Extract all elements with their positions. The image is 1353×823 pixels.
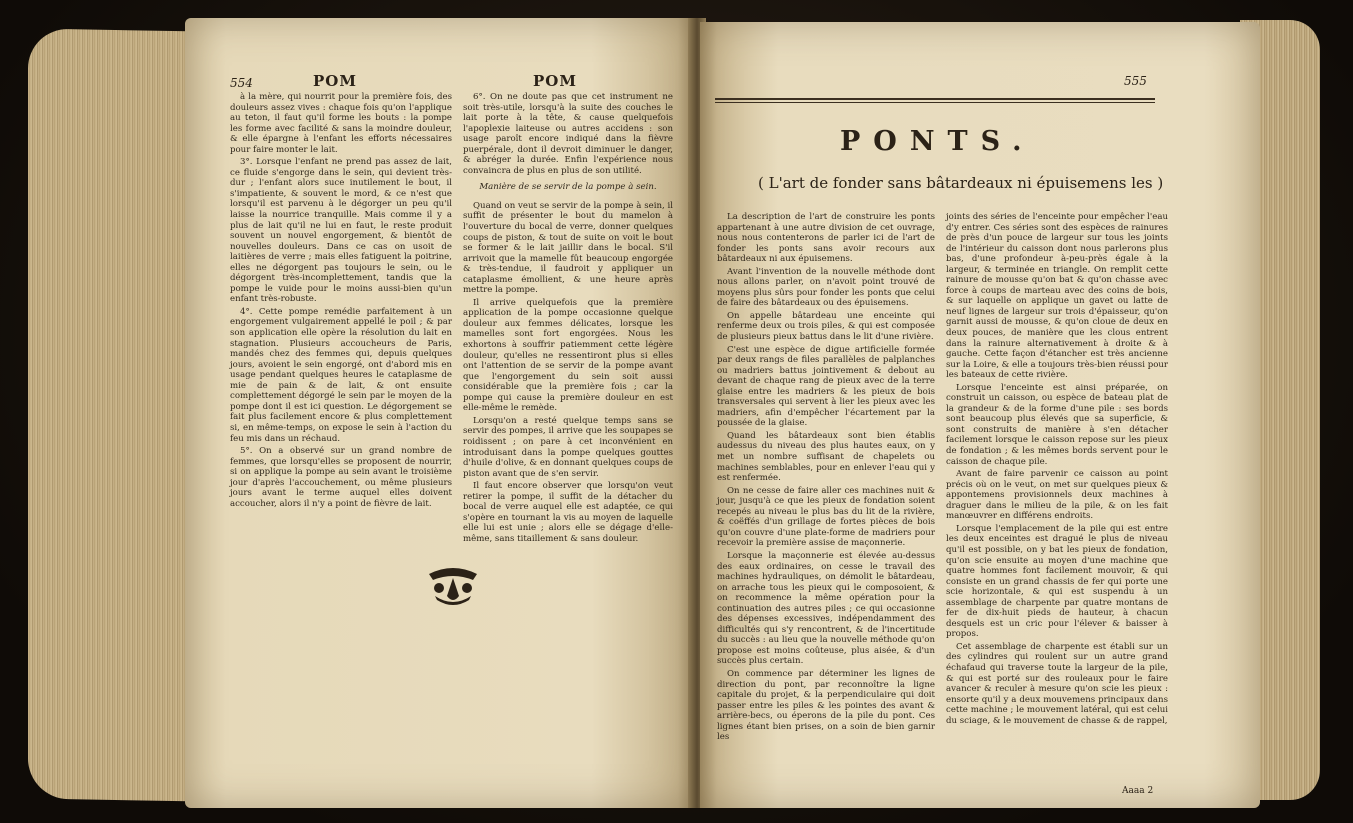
- paragraph: Quand on veut se servir de la pompe à sein, il suffit de présenter le bout du mamelon à l'ouverture du bocal de verre, donner quelques coups de piston, & tout de suite on voit le bout se former & le lait jaillir dans le bocal. S'il arrivoit que la mamelle fût beaucoup engorgée & très-tendue, il faudroit y appliquer un cataplasme émollient, & une heure après mettre la pompe.: [463, 200, 673, 296]
- left-column-1: [230, 92, 452, 509]
- article-subtitle: ( L'art de fonder sans bâtardeaux ni épuisemens les ): [758, 174, 1164, 192]
- paragraph: Lorsque l'enceinte est ainsi préparée, on construit un caisson, ou espèce de bateau plat de la grandeur & de la forme d'une pile : ses bords sont beaucoup plus élevés que sa superficie, & sont construits de manière à s'en détacher facilement lorsque le caisson repose sur les pieux de fondation ; & les mêmes bords servent pour le caisson de chaque pile.: [946, 382, 1168, 467]
- paragraph: Lorsqu'on a resté quelque temps sans se servir des pompes, il arrive que les soupapes se roidissent ; on pare à cet inconvénient en introduisant dans la pompe quelques gouttes d'huile d'olive, & en donnant quelques coups de piston avant que de s'en servir.: [463, 415, 673, 479]
- left-running-header-2: POM: [533, 72, 577, 90]
- header-rule: [715, 98, 1155, 100]
- signature-mark: Aaaa 2: [1122, 786, 1154, 796]
- paragraph: Lorsque l'emplacement de la pile qui est entre les deux enceintes est dragué le plus de niveau qu'il est possible, on y bat les pieux de fondation, qu'on scie ensuite au moyen d'une machine que quatre hommes font facilement mouvoir, & qui consiste en un grand chassis de fer qui porte une scie horizontale, & qui est suspendu à un assemblage de charpente par quatre montans de fer de dix-huit pieds de hauteur, à chacun desquels est un cric pour l'élever & baisser à propos.: [946, 523, 1168, 640]
- paragraph: On ne cesse de faire aller ces machines nuit & jour, jusqu'à ce que les pieux de fondation soient recepés au niveau le plus bas du lit de la rivière, & coëffés d'un grillage de fortes pièces de bois qu'on couvre d'une plate-forme de madriers pour recevoir la première assise de maçonnerie.: [717, 485, 935, 549]
- book-page-edges-left: [28, 28, 203, 801]
- paragraph: 6°. On ne doute pas que cet instrument ne soit très-utile, lorsqu'à la suite des couches le lait porte à la tête, & cause quelquefois l'apoplexie laiteuse ou autres accidens : son usage paroît encore indiqué dans la fièvre puerpérale, dont il devroit diminuer le danger, & abréger la durée. Enfin l'expérience nous convaincra de plus en plus de son utilité.: [463, 92, 673, 176]
- paragraph: Il faut encore observer que lorsqu'on veut retirer la pompe, il suffit de la détacher du bocal de verre auquel elle est adaptée, ce qui s'opère en tournant la vis au moyen de laquelle elle lui est unie ; alors elle se dégage d'elle-même, sans titaillement & sans douleur.: [463, 481, 673, 544]
- paragraph: 3°. Lorsque l'enfant ne prend pas assez de lait, ce fluide s'engorge dans le sein, qui devient très-dur ; l'enfant alors suce inutilement le bout, il s'impatiente, & souvent le mord, & ce n'est que lorsqu'il est parvenu à le dégorger un peu qu'il laisse la nourrice tranquille. Mais comme il y a plus de lait qu'il ne lui en faut, le reste produit souvent un nouvel engorgement, & bientôt de nouvelles douleurs. Dans ce cas on usoit de laitières de verre ; mais elles fatiguent la poitrine, elles ne dégorgent pas toujours le sein, ou le dégorgent très-incomplettement, tandis que la pompe le vuide pour le moins aussi-bien qu'un enfant très-robuste.: [230, 157, 452, 305]
- paragraph: C'est une espèce de digue artificielle formée par deux rangs de files parallèles de palplanches ou madriers battus jointivement & debout au devant de chaque rang de pieux avec de la terre glaise entre les madriers & les pieux de bois transversales qui servent à lier les pieux avec les madriers, afin d'empêcher l'écartement par la poussée de la glaise.: [717, 344, 935, 429]
- header-rule-thin: [715, 102, 1155, 103]
- paragraph: joints des séries de l'enceinte pour empêcher l'eau d'y entrer. Ces séries sont des espèces de rainures de près d'un pouce de largeur sur tous les joints de l'intérieur du caisson dont nous parlerons plus bas, d'une profondeur à-peu-près égale à la largeur, & terminée en triangle. On remplit cette rainure de mousse qu'on bat & qu'on chasse avec force à coups de marteau avec des coins de bois, & sur laquelle on applique un gavet ou latte de neuf lignes de largeur sur trois d'épaisseur, qu'on garnit aussi de mousse, & qu'on cloue de deux en deux pouces, de manière que les clous entrent dans la rainure alternativement à droite & à gauche. Cette façon d'étancher est très ancienne sur la Loire, & elle a toujours très-bien réussi pour les bateaux de cette rivière.: [946, 212, 1169, 381]
- paragraph: Lorsque la maçonnerie est élevée au-dessus des eaux ordinaires, on cesse le travail des machines hydrauliques, on démolit le bâtardeau, on arrache tous les pieux qui le composoient, & on recommence la même opération pour la continuation des autres piles ; ce qui occasionne des dépenses excessives, indépendamment des difficultés qui s'y rencontrent, & de l'incertitude du succès : au lieu que la nouvelle méthode qu'on propose est moins coûteuse, plus aisée, & d'un succès plus certain.: [717, 550, 935, 667]
- paragraph: On appelle bâtardeau une enceinte qui renferme deux ou trois piles, & qui est composée de plusieurs pieux battus dans le lit d'une rivière.: [717, 310, 935, 343]
- right-column-2: [946, 212, 1168, 784]
- section-heading: Manière de se servir de la pompe à sein.: [479, 182, 657, 193]
- left-column-2: [463, 92, 673, 544]
- paragraph: La description de l'art de construire les ponts appartenant à une autre division de cet ouvrage, nous nous contenterons de parler ici de l'art de fonder les ponts sans avoir recours aux bâtardeaux ni aux épuisemens.: [717, 212, 935, 265]
- right-page: [700, 22, 1260, 808]
- paragraph: 5°. On a observé sur un grand nombre de femmes, que lorsqu'elles se proposent de nourrir, si on applique la pompe au sein avant le troisième jour d'après l'accouchement, ou même plusieurs jours avant le terme auquel elles doivent accoucher, alors il n'y a point de fièvre de lait.: [230, 446, 452, 509]
- left-running-header-1: POM: [313, 72, 357, 90]
- printer-ornament-icon: [425, 566, 481, 606]
- left-page: [185, 18, 693, 808]
- right-column-1: [717, 212, 935, 784]
- left-page-number: 554: [230, 76, 253, 90]
- article-title: PONTS.: [840, 126, 1035, 157]
- paragraph: Quand les bâtardeaux sont bien établis audessus du niveau des plus hautes eaux, on y met un nombre suffisant de chapelets ou machines semblables, pour en enlever l'eau qui y est renfermée.: [717, 430, 935, 484]
- paragraph: On commence par déterminer les lignes de direction du pont, par reconnoître la ligne capitale du projet, & la perpendiculaire qui doit passer entre les piles & les pointes des avant & arrière-becs, ou éperons de la pile du pont. Ces lignes étant bien prises, on a soin de bien garnir les: [717, 668, 935, 743]
- paragraph: Avant l'invention de la nouvelle méthode dont nous allons parler, on n'avoit point trouvé de moyens plus sûrs pour fonder les ponts que celui de faire des bâtardeaux ou des épuisemens.: [717, 266, 935, 309]
- paragraph: Cet assemblage de charpente est établi sur un des cylindres qui roulent sur un autre grand échafaud qui traverse toute la largeur de la pile, & qui est porté sur des rouleaux pour le faire avancer & reculer à mesure qu'on scie les pieux : ensorte qu'il y a deux mouvemens principaux dans cette machine ; le mouvement latéral, qui est celui du sciage, & le mouvement de chasse & de rappel,: [946, 641, 1168, 726]
- paragraph: à la mère, qui nourrit pour la première fois, des douleurs assez vives : chaque fois qu'on l'applique au teton, il faut qu'il forme les bouts : la pompe les forme avec facilité & sans la moindre douleur, & elle épargne à l'enfant les efforts nécessaires pour faire monter le lait.: [230, 92, 452, 155]
- paragraph: Avant de faire parvenir ce caisson au point précis où on le veut, on met sur quelques pieux & appontemens provisionnels deux machines à draguer dans le milieu de la pile, & on les fait manœuvrer en différens endroits.: [946, 469, 1168, 522]
- paragraph: Il arrive quelquefois que la première application de la pompe occasionne quelque douleur aux femmes délicates, lorsque les mamelles sont fort engorgées. Nous les exhortons à souffrir patiemment cette légère douleur, qu'elles ne ressentiront plus si elles ont l'attention de se servir de la pompe avant que l'engorgement du sein soit aussi considérable que la première fois ; car la pompe qui cause la première douleur en est elle-même le remède.: [463, 297, 673, 414]
- right-page-number: 555: [1124, 74, 1147, 88]
- paragraph: 4°. Cette pompe remédie parfaitement à un engorgement vulgairement appellé le poil ; & par son application elle opère la résolution du lait en stagnation. Plusieurs accoucheurs de Paris, mandés chez des femmes qui, depuis quelques jours, avoient le sein engorgé, ont d'abord mis en usage pendant quelques heures le cataplasme de mie de pain & de lait, & ont ensuite complettement dégorgé le sein par le moyen de la pompe dont il est ici question. Le dégorgement se fait plus facilement encore & plus complettement si, en même-temps, on expose le sein à l'action du feu mis dans un réchaud.: [230, 306, 452, 444]
